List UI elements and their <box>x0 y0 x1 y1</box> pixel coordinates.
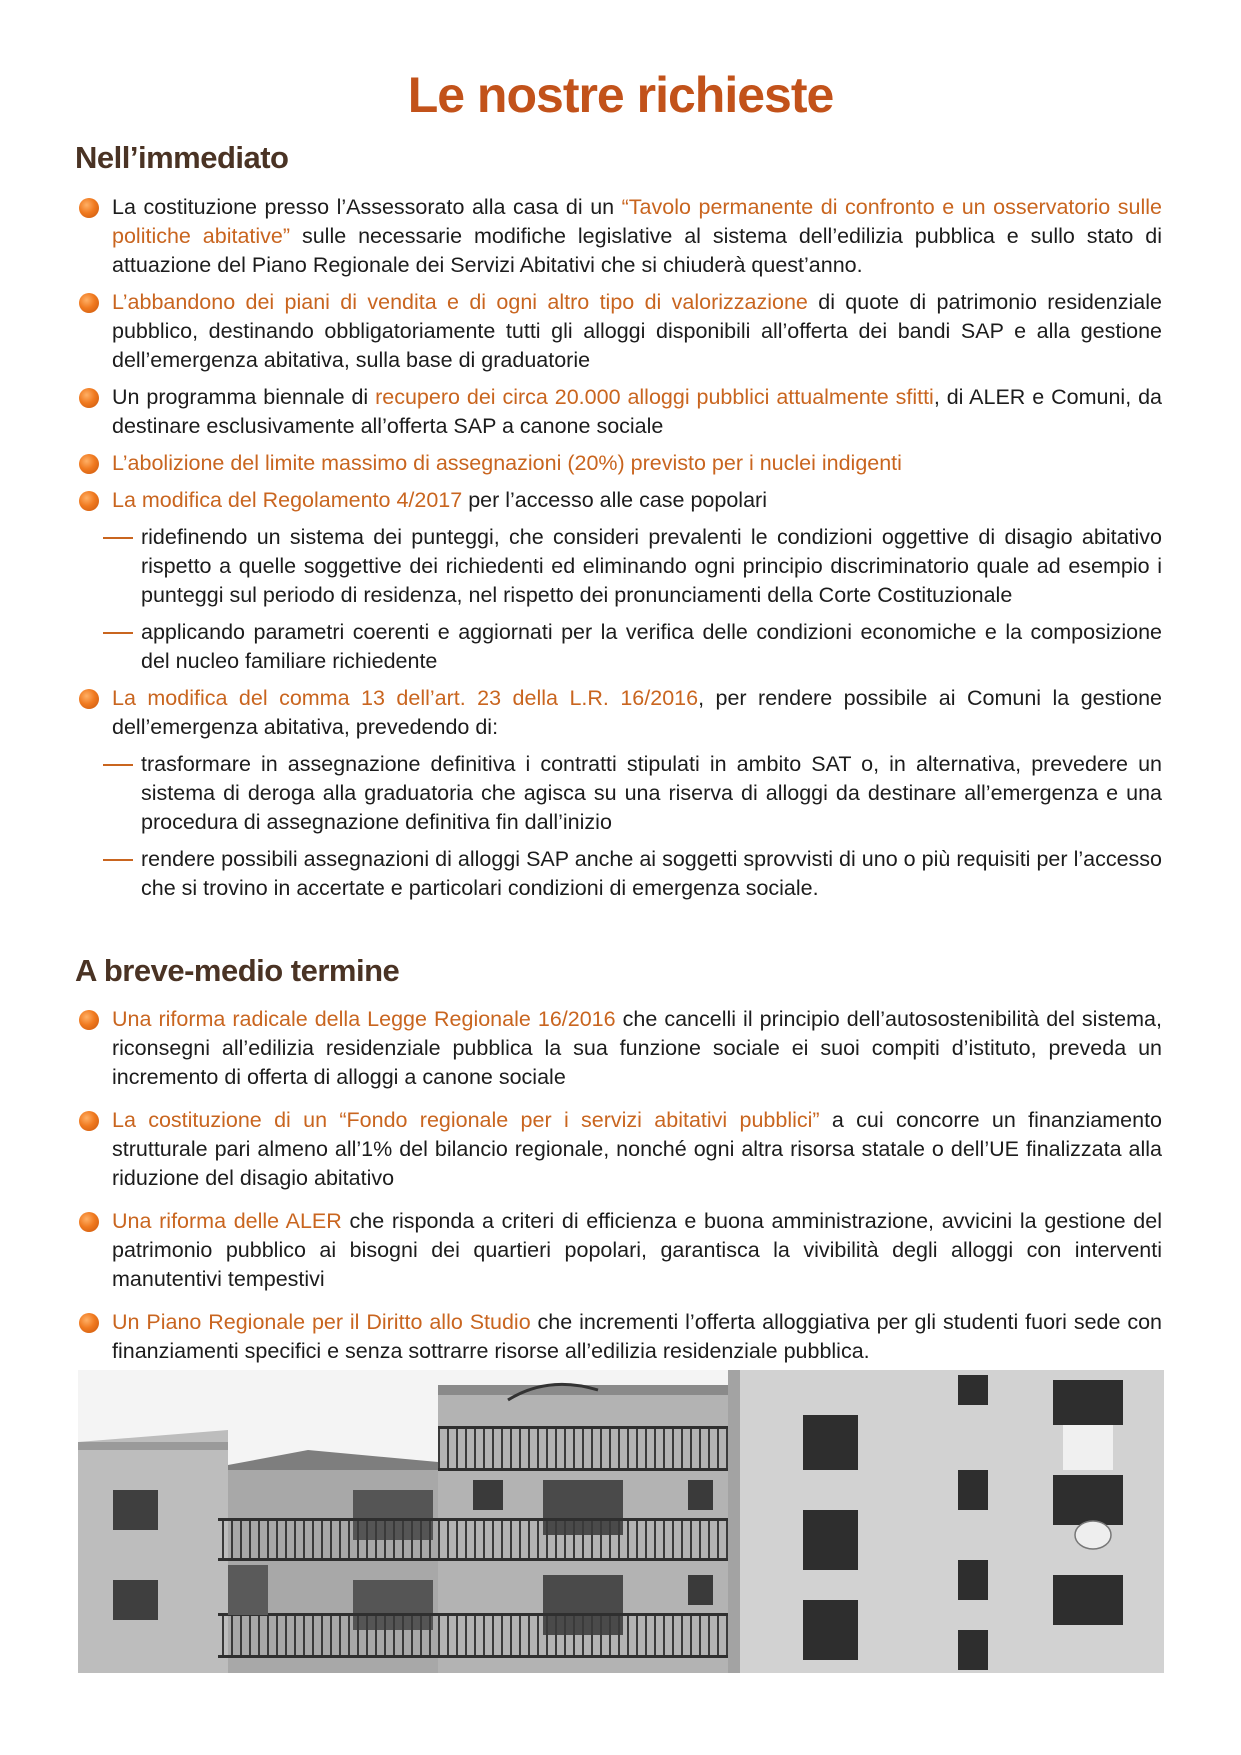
sub-list-item <box>141 750 1162 837</box>
sub-list-item <box>141 845 1162 903</box>
item-highlight: L’abbandono dei piani di vendita e di ogni altro tipo di valorizzazione <box>112 290 808 314</box>
window <box>1053 1380 1123 1425</box>
orange-bullet-icon <box>79 1212 99 1232</box>
section-medium-term-list <box>112 1005 1162 1380</box>
item-text: , di ALER e Comuni, da destinare esclusivamente all’offerta SAP a canone sociale <box>112 385 1163 438</box>
item-text: che cancelli il principio dell’autosostenibilità del sistema, riconsegni all’edilizia residenziale pubblica la sua funzione sociale ei suoi compiti d’istituto, preveda un incremento di offerta di alloggi a canone sociale <box>112 1007 1162 1089</box>
item-highlight: Un Piano Regionale per il Diritto allo Studio <box>112 1310 531 1334</box>
sub-item-text: ridefinendo un sistema dei punteggi, che consideri prevalenti le condizioni oggettive di disagio abitativo rispetto a quelle soggettive dei richiedenti ed eliminando ogni principio discriminatorio quale ad esempio i punteggi sul periodo di residenza, nel rispetto dei pronunciamenti della Corte Costituzionale <box>141 525 1162 607</box>
dash-bullet-icon <box>103 632 133 634</box>
hanging-laundry <box>1063 1425 1113 1470</box>
window <box>1053 1475 1123 1525</box>
list-item <box>112 288 1162 375</box>
sub-item-text: trasformare in assegnazione definitiva i contratti stipulati in ambito SAT o, in alternativa, prevedere un sistema di deroga alla graduatoria che agisca su una riserva di alloggi da destinare all’emergenza e una procedura di assegnazione definitiva fin dall’inizio <box>141 752 1162 834</box>
item-text: Un programma biennale di <box>112 385 376 409</box>
orange-bullet-icon <box>79 454 99 474</box>
item-text: di quote di patrimonio residenziale pubblico, destinando obbligatoriamente tutti gli alloggi disponibili all’offerta dei bandi SAP e alla gestione dell’emergenza abitativa, sulla base di graduatorie <box>112 290 1162 372</box>
section-heading-medium-term: A breve-medio termine <box>75 953 400 988</box>
item-text: sulle necessarie modifiche legislative al sistema dell’edilizia pubblica e sullo stato di attuazione del Piano Regionale dei Servizi Abitativi che si chiuderà quest’anno. <box>112 224 1162 277</box>
window <box>1053 1575 1123 1625</box>
item-highlight: Una riforma radicale della Legge Regionale 16/2016 <box>112 1007 616 1031</box>
dash-bullet-icon <box>103 537 133 539</box>
orange-bullet-icon <box>79 689 99 709</box>
orange-bullet-icon <box>79 198 99 218</box>
satellite-dish-icon <box>1075 1521 1111 1549</box>
orange-bullet-icon <box>79 1111 99 1131</box>
left-building <box>78 1430 228 1673</box>
sub-list-item <box>141 618 1162 676</box>
orange-bullet-icon <box>79 1010 99 1030</box>
item-highlight: La costituzione di un “Fondo regionale per i servizi abitativi pubblici” <box>112 1108 820 1132</box>
orange-bullet-icon <box>79 388 99 408</box>
orange-bullet-icon <box>79 491 99 511</box>
section-heading-immediate: Nell’immediato <box>75 140 289 175</box>
balcony-railing <box>438 1428 728 1468</box>
list-item <box>112 193 1162 280</box>
item-text: che risponda a criteri di efficienza e buona amministrazione, avvicini la gestione del patrimonio pubblico ai bisogni dei quartieri popolari, garantisca la vivibilità degli alloggi con interventi manutentivi tempestivi <box>112 1209 1162 1291</box>
dash-bullet-icon <box>103 859 133 861</box>
item-highlight: L’abolizione del limite massimo di assegnazioni (20%) previsto per i nuclei indigenti <box>112 451 902 475</box>
section-immediate-list <box>112 193 1162 911</box>
list-item <box>112 383 1162 441</box>
item-highlight: La modifica del comma 13 dell’art. 23 della L.R. 16/2016 <box>112 686 699 710</box>
window <box>803 1510 858 1570</box>
sub-item-text: applicando parametri coerenti e aggiornati per la verifica delle condizioni economiche e la composizione del nucleo familiare richiedente <box>141 620 1162 673</box>
building-photo <box>78 1370 1164 1673</box>
item-highlight: recupero dei circa 20.000 alloggi pubblici attualmente sfitti <box>375 385 934 409</box>
window <box>803 1415 858 1470</box>
balcony-railing <box>218 1520 728 1558</box>
item-text: per l’accesso alle case popolari <box>462 488 767 512</box>
item-highlight: “Tavolo permanente di confronto e un osservatorio sulle politiche abitative” <box>112 195 1163 248</box>
list-item <box>112 1106 1162 1193</box>
sub-item-text: rendere possibili assegnazioni di alloggi SAP anche ai soggetti sprovvisti di uno o più requisiti per l’accesso che si trovino in accertate e particolari condizioni di emergenza sociale. <box>141 847 1162 900</box>
item-text: La costituzione presso l’Assessorato alla casa di un <box>112 195 622 219</box>
item-text: a cui concorre un finanziamento strutturale pari almeno all’1% del bilancio regionale, nonché ogni altra risorsa statale o dell’UE finalizzata alla riduzione del disagio abitativo <box>112 1108 1162 1190</box>
window <box>803 1600 858 1660</box>
sub-list-item <box>141 523 1162 610</box>
list-item <box>112 1207 1162 1294</box>
item-highlight: Una riforma delle ALER <box>112 1209 342 1233</box>
list-item <box>112 684 1162 742</box>
item-text: che incrementi l’offerta alloggiativa per gli studenti fuori sede con finanziamenti specifici e senza sottrarre risorse all’edilizia residenziale pubblica. <box>112 1310 1163 1363</box>
balcony-railing <box>218 1615 728 1655</box>
list-item <box>112 486 1162 515</box>
item-text: , per rendere possibile ai Comuni la gestione dell’emergenza abitativa, prevedendo di: <box>112 686 1163 739</box>
orange-bullet-icon <box>79 1313 99 1333</box>
list-item <box>112 1005 1162 1092</box>
list-item <box>112 1308 1162 1366</box>
dash-bullet-icon <box>103 764 133 766</box>
orange-bullet-icon <box>79 293 99 313</box>
page-title: Le nostre richieste <box>407 67 834 123</box>
list-item <box>112 449 1162 478</box>
item-highlight: La modifica del Regolamento 4/2017 <box>112 488 463 512</box>
